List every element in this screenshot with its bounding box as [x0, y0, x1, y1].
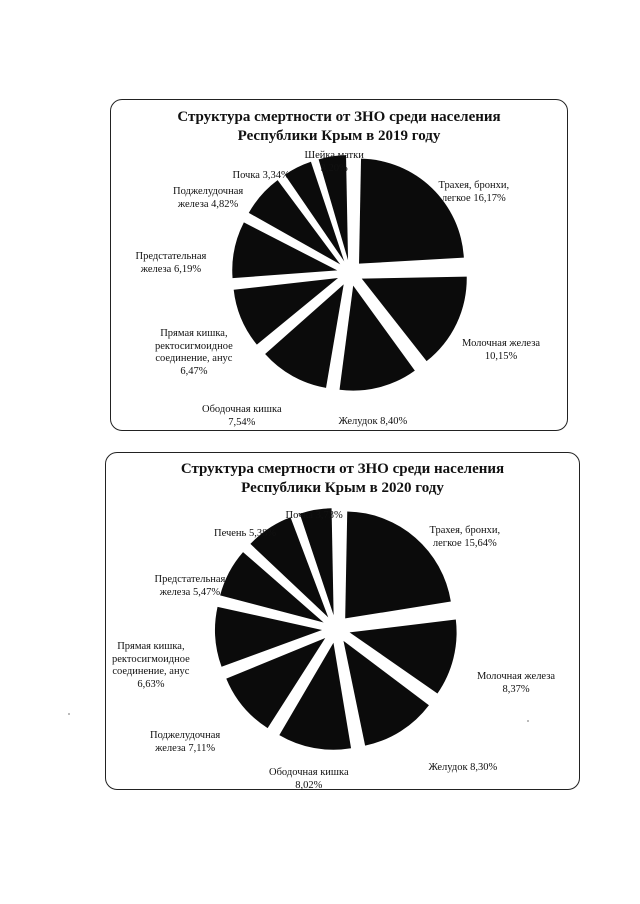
slice-label	[477, 671, 555, 696]
slice-label-line: Почка 3,34%	[232, 170, 290, 181]
slice-label-line: Ободочная кишка	[202, 404, 282, 415]
slice-label-line: соединение, анус	[155, 353, 233, 364]
slice-label	[462, 338, 540, 363]
slice-label-line: ректосигмоидное	[155, 340, 233, 352]
slice-label-line: Предстательная	[154, 574, 226, 585]
slice-label-line: 8,37%	[502, 683, 530, 695]
chart-title-line-2: Республики Крым в 2019 году	[237, 128, 441, 144]
slice-label	[233, 170, 290, 183]
slice-label-line: Трахея, бронхи,	[429, 525, 501, 536]
slice-label-line: Почка 3,73%	[285, 510, 343, 521]
slice-label-line: 8,02%	[295, 779, 323, 791]
slice-label-line: 6,47%	[180, 365, 208, 377]
slice-label-line: 6,63%	[137, 678, 165, 690]
slice-label	[439, 180, 510, 205]
slice-label-line: Прямая кишка,	[117, 641, 185, 652]
slice-label-line: Прямая кишка,	[160, 328, 228, 339]
slice-label	[136, 251, 207, 276]
slice-label	[202, 404, 282, 429]
slice-label	[173, 186, 243, 211]
slice-label	[150, 730, 220, 755]
slice-label-line: Трахея, бронхи,	[438, 180, 510, 191]
slice-label-line: Молочная железа	[477, 671, 556, 682]
chart-title-line-1: Структура смертности от ЗНО среди населения	[177, 109, 501, 125]
slice-label-line: Поджелудочная	[150, 730, 221, 741]
slice-label	[286, 510, 343, 523]
slice-label	[112, 641, 190, 691]
slice-label-line: 7,54%	[228, 416, 256, 428]
slice-label-line: железа 6,19%	[140, 263, 202, 275]
slice-label-line: Желудок 8,40%	[338, 416, 408, 427]
slice-label-line: Ободочная кишка	[269, 767, 349, 778]
slice-label-line: 10,15%	[484, 350, 518, 362]
slice-label-line: Шейка матки	[304, 150, 364, 161]
slice-label-line: Предстательная	[135, 251, 207, 262]
slice-label-line: легкое 16,17%	[441, 192, 506, 204]
slice-label	[155, 328, 233, 378]
slice-label	[429, 762, 498, 775]
slice-label	[214, 528, 276, 541]
slice-label	[155, 574, 226, 599]
chart-title-line-2: Республики Крым в 2020 году	[241, 480, 444, 496]
slice-label-line: ректосигмоидное	[112, 653, 190, 665]
scan-speck	[527, 720, 529, 722]
slice-label-line: Поджелудочная	[173, 186, 244, 197]
slice-label-line: железа 4,82%	[177, 198, 239, 210]
slice-label	[339, 416, 408, 429]
slice-label-line: легкое 15,64%	[432, 537, 497, 549]
slice-label	[305, 150, 364, 175]
slice-label-line: соединение, анус	[112, 666, 190, 677]
chart-panel-2019	[110, 99, 568, 431]
slice-label	[430, 525, 501, 550]
slice-label	[269, 767, 349, 792]
scan-speck	[68, 713, 70, 715]
slice-label-line: Желудок 8,30%	[428, 762, 498, 773]
slice-label-line: Печень 5,38%	[214, 528, 277, 539]
chart-title-line-1: Структура смертности от ЗНО среди населения	[180, 461, 505, 477]
slice-label-line: железа 5,47%	[159, 586, 221, 598]
slice-label-line: 3,20%	[320, 162, 348, 174]
chart-panel-2020	[105, 452, 580, 790]
pie-slice	[359, 159, 464, 264]
slice-label-line: железа 7,11%	[155, 742, 216, 754]
slice-label-line: Молочная железа	[462, 338, 541, 349]
